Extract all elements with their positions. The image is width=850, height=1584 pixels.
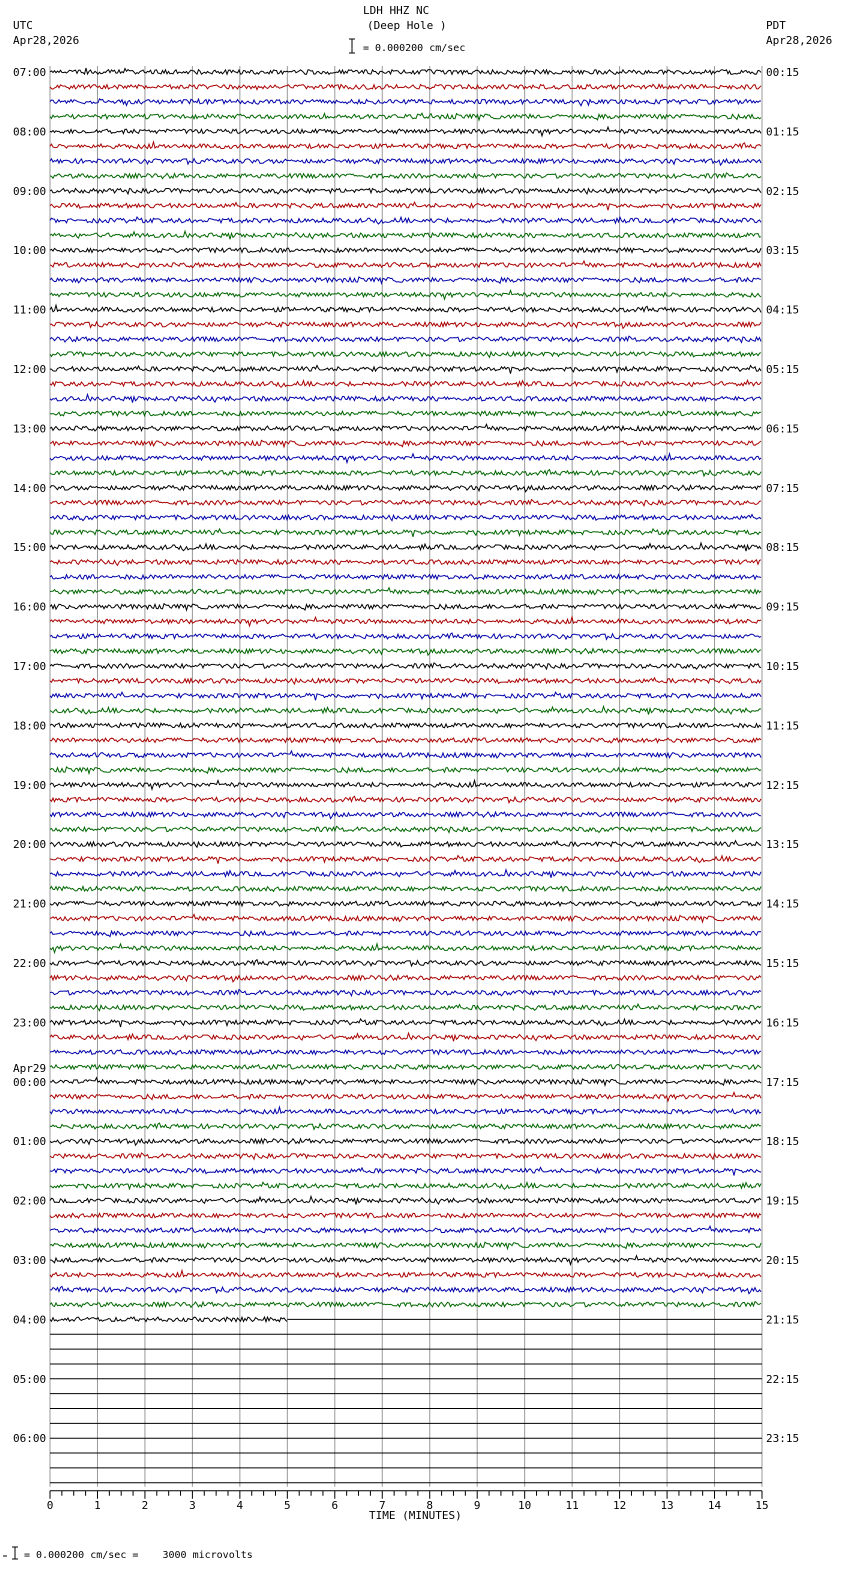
seismic-trace (50, 812, 761, 819)
seismic-trace (50, 559, 761, 565)
x-tick-label: 2 (141, 1498, 149, 1512)
seismic-trace (50, 1226, 761, 1233)
x-tick-label: 12 (612, 1498, 627, 1512)
hour-label-pdt: 17:15 (766, 1075, 800, 1089)
seismic-trace (50, 1256, 761, 1265)
footer-scale-note: = 0.000200 cm/sec = 3000 microvolts (24, 1550, 253, 1561)
trace-group (50, 68, 762, 1483)
footer-scale-bar-icon (3, 1547, 18, 1559)
seismic-trace (50, 395, 761, 403)
utc-zone-label: UTC (13, 19, 33, 32)
hour-label-pdt: 05:15 (766, 363, 800, 376)
seismic-trace (50, 975, 761, 982)
hour-label-utc: 01:00 (13, 1135, 47, 1149)
hour-label-pdt: 19:15 (766, 1194, 800, 1208)
seismic-trace (50, 901, 761, 906)
seismic-trace (50, 663, 761, 669)
x-tick-label: 6 (331, 1498, 339, 1512)
seismic-trace (50, 352, 761, 357)
hour-label-pdt: 04:15 (766, 303, 800, 317)
seismic-trace (50, 142, 761, 149)
utc-date-label: Apr28,2026 (13, 34, 80, 47)
hour-label-utc: 05:00 (13, 1372, 47, 1386)
station-title: LDH HHZ NC (363, 4, 430, 17)
seismic-trace (50, 1033, 761, 1041)
x-tick-label: 0 (46, 1498, 54, 1512)
hour-label-pdt: 06:15 (766, 422, 800, 436)
seismic-trace (50, 886, 761, 891)
seismic-trace (50, 931, 761, 937)
hour-label-pdt: 14:15 (766, 897, 800, 911)
seismic-trace (50, 1182, 761, 1189)
x-tick-label: 13 (660, 1498, 674, 1512)
hour-label-utc: 07:00 (13, 66, 47, 79)
seismic-trace (50, 914, 761, 922)
seismic-trace (50, 202, 761, 210)
hour-label-utc: 18:00 (13, 719, 47, 733)
seismic-trace (50, 617, 761, 626)
hour-label-pdt: 16:15 (766, 1016, 800, 1030)
x-tick-label: 9 (473, 1498, 481, 1512)
seismic-trace (50, 1271, 761, 1278)
hour-label-pdt: 02:15 (766, 184, 800, 198)
seismic-trace (50, 231, 761, 239)
seismic-trace (50, 1153, 761, 1159)
seismic-trace (50, 515, 761, 521)
seismic-trace (50, 366, 761, 374)
seismic-trace (50, 780, 761, 789)
seismic-trace (50, 1167, 761, 1175)
seismic-trace (50, 380, 761, 387)
seismic-trace (50, 826, 761, 832)
seismic-trace (50, 1302, 761, 1308)
seismic-trace (50, 604, 761, 610)
seismic-trace (50, 173, 761, 179)
x-tick-label: 3 (189, 1498, 196, 1512)
seismic-trace (50, 841, 761, 848)
hour-label-pdt: 10:15 (766, 660, 800, 673)
seismic-trace (50, 440, 761, 447)
seismic-trace (50, 336, 761, 342)
hour-label-utc: 04:00 (13, 1313, 47, 1327)
hour-label-utc: 13:00 (13, 422, 47, 436)
hour-label-utc: 08:00 (13, 125, 47, 139)
seismic-trace (50, 944, 761, 953)
seismic-trace (50, 217, 761, 224)
seismic-trace (50, 1050, 761, 1055)
hour-label-pdt: 15:15 (766, 957, 800, 970)
seismic-trace (50, 588, 761, 595)
hour-label-utc: 12:00 (13, 363, 47, 376)
seismic-trace (50, 856, 761, 864)
seismic-trace (50, 649, 761, 656)
seismic-trace (50, 248, 761, 253)
seismic-trace (50, 575, 761, 580)
scale-label: = 0.000200 cm/sec (363, 43, 466, 54)
hour-label-pdt: 03:15 (766, 244, 800, 258)
hour-label-pdt: 20:15 (766, 1254, 800, 1267)
seismic-trace (50, 960, 761, 966)
seismic-trace (50, 723, 761, 728)
seismic-trace (50, 796, 761, 802)
hour-label-utc: 09:00 (13, 184, 47, 198)
x-tick-label: 4 (236, 1498, 244, 1512)
seismic-trace (50, 767, 761, 774)
seismic-trace (50, 751, 761, 758)
seismic-trace (50, 1065, 761, 1070)
hour-label-utc: 15:00 (13, 541, 47, 555)
seismic-trace (50, 1196, 761, 1204)
x-tick-label: 11 (565, 1498, 579, 1512)
seismic-trace (50, 1242, 761, 1249)
hour-label-pdt: 07:15 (766, 481, 800, 495)
seismic-trace (50, 1004, 761, 1011)
seismic-trace (50, 84, 761, 89)
seismic-trace (50, 68, 761, 74)
hour-label-utc: 16:00 (13, 600, 47, 614)
x-tick-label: 14 (707, 1498, 722, 1512)
seismic-trace (50, 113, 761, 120)
hour-label-pdt: 12:15 (766, 778, 800, 792)
x-tick-label: 5 (284, 1498, 291, 1512)
seismic-trace (50, 500, 761, 506)
x-tick-label: 8 (426, 1498, 434, 1512)
pdt-zone-label: PDT (766, 19, 786, 32)
hour-label-utc: 10:00 (13, 244, 47, 258)
seismic-trace (50, 1078, 761, 1086)
seismic-trace (50, 424, 761, 431)
seismic-trace (50, 322, 761, 329)
x-axis (47, 1491, 769, 1512)
seismic-trace (50, 291, 761, 300)
pdt-date-label: Apr28,2026 (766, 34, 833, 47)
seismic-trace (50, 1092, 761, 1101)
hour-label-utc: 00:00 (13, 1075, 47, 1089)
seismic-trace (50, 692, 761, 700)
x-tick-label: 1 (94, 1498, 101, 1512)
seismic-trace (50, 1213, 761, 1218)
site-subtitle: (Deep Hole ) (367, 19, 447, 32)
seismic-trace (50, 1317, 287, 1322)
seismic-trace (50, 1286, 761, 1293)
hour-label-pdt: 00:15 (766, 66, 800, 79)
seismic-trace (50, 305, 761, 312)
seismic-trace (50, 1123, 761, 1129)
hour-label-pdt: 08:15 (766, 541, 800, 555)
hour-label-utc: 11:00 (13, 303, 47, 317)
seismic-trace (50, 1107, 761, 1114)
seismic-trace (50, 470, 761, 476)
date-change-label: Apr29 (13, 1061, 47, 1075)
seismic-trace (50, 277, 761, 283)
hour-label-pdt: 01:15 (766, 125, 800, 139)
hour-label-utc: 06:00 (13, 1432, 47, 1446)
seismic-trace (50, 99, 761, 106)
hour-label-utc: 20:00 (13, 838, 47, 852)
hour-label-pdt: 13:15 (766, 838, 800, 852)
hour-label-utc: 14:00 (13, 481, 47, 495)
seismic-trace (50, 529, 761, 537)
seismic-trace (50, 738, 761, 743)
hour-label-pdt: 22:15 (766, 1372, 800, 1386)
x-tick-label: 7 (378, 1498, 386, 1512)
hour-label-utc: 03:00 (13, 1254, 47, 1267)
seismic-trace (50, 870, 761, 878)
seismic-trace (50, 411, 761, 416)
x-tick-label: 15 (755, 1498, 769, 1512)
x-axis-label: TIME (MINUTES) (369, 1509, 462, 1522)
hour-label-pdt: 18:15 (766, 1135, 800, 1149)
seismic-trace (50, 189, 761, 194)
hour-label-utc: 23:00 (13, 1016, 47, 1030)
seismic-trace (50, 127, 761, 136)
seismic-trace (50, 633, 761, 639)
x-tick-label: 10 (518, 1498, 532, 1512)
hour-label-utc: 19:00 (13, 778, 47, 792)
seismic-trace (50, 706, 761, 714)
seismic-trace (50, 261, 761, 268)
hour-label-pdt: 09:15 (766, 600, 800, 614)
hour-label-utc: 21:00 (13, 897, 47, 911)
hour-label-pdt: 11:15 (766, 719, 800, 733)
hour-label-pdt: 21:15 (766, 1313, 800, 1327)
seismic-trace (50, 159, 761, 166)
seismic-trace (50, 990, 761, 996)
seismic-trace (50, 454, 761, 463)
seismic-trace (50, 543, 761, 551)
hour-label-pdt: 23:15 (766, 1432, 800, 1446)
seismic-trace (50, 1019, 761, 1027)
hour-label-utc: 22:00 (13, 957, 47, 970)
header-scale-bar-icon (349, 39, 355, 53)
hour-label-utc: 02:00 (13, 1194, 47, 1208)
seismic-trace (50, 678, 761, 684)
hour-label-utc: 17:00 (13, 660, 47, 673)
seismic-trace (50, 485, 761, 492)
seismic-trace (50, 1139, 761, 1146)
